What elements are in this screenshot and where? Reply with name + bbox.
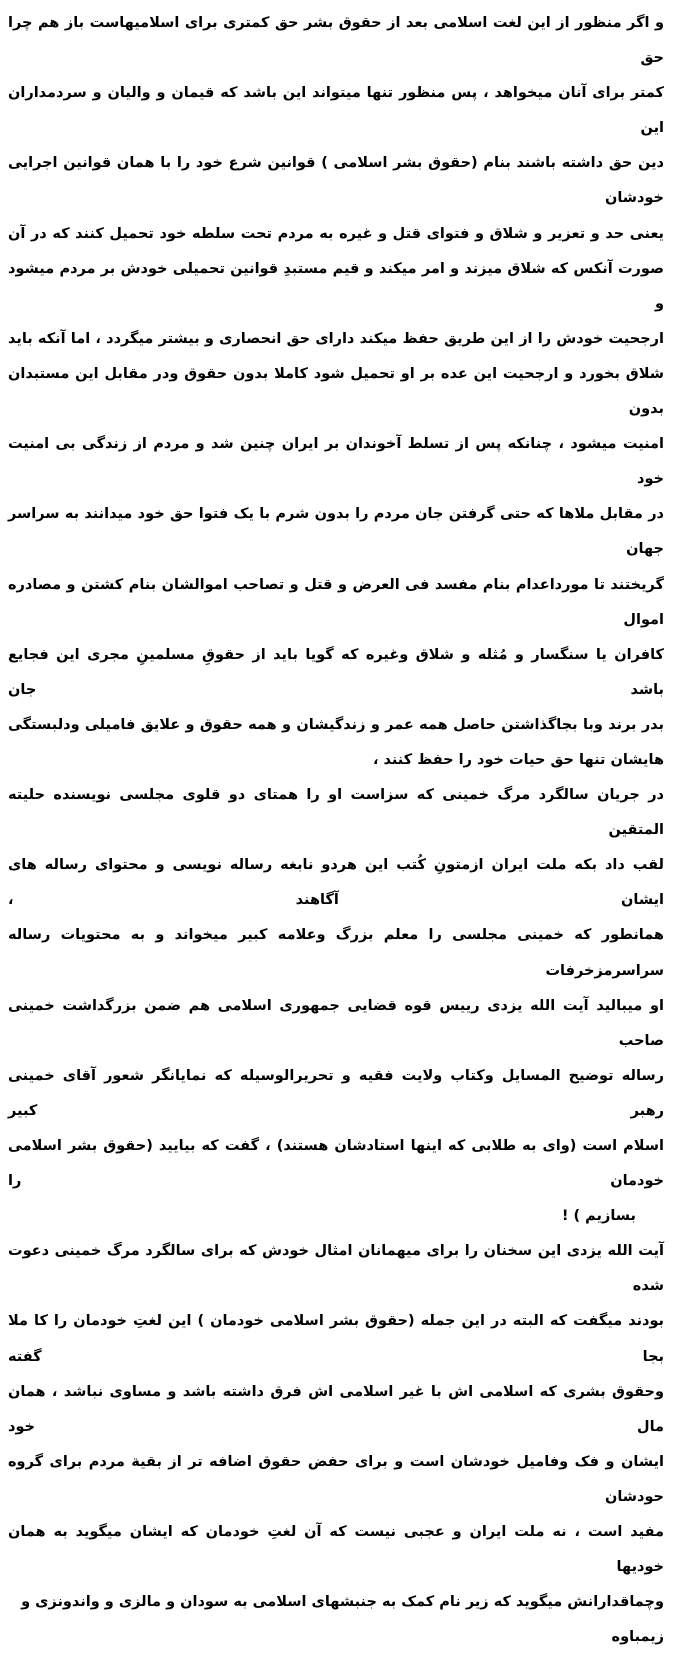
text-line: امنیت میشود ، چنانکه پس از تسلط آخوندان بر ایران چنین شد و مردم از زندگی بی امنیت خود [8,436,664,488]
text-line: لقب داد بکه ملت ایران ازمتونِ کُتب این هردو نابغه رساله نویسی و محتوای رساله های ایشان آگاهند ، [8,857,664,909]
text-line: ایشان و فک وفامیل خودشان است و برای حفض حقوق اضافه تر از بقیة مردم برای گروه حودشان [8,1453,664,1505]
text-line: ارجحیت خودش را از این طریق حفظ میکند دارای حق انحصاری و بیشتر میگردد ، اما آنکه باید [8,330,664,347]
text-line: بسازیم ) ! [561,1208,636,1225]
text-line: وحقوق بشری که اسلامی اش با غیر اسلامی اش فرق داشته باشد و مساوی نباشد ، همان مال خود [8,1383,664,1435]
text-line: رساله توضیح المسایل وکتاب ولایت فقیه و تحریرالوسیله که نمایانگر شعور آقای خمینی رهبر کبیر [8,1067,664,1119]
text-line: در جریان سالگرد مرگ خمینی که سزاست او را همتای دو قلوی مجلسی نویسنده حلیته المتقین [8,787,664,839]
text-line: همانطور که خمینی مجلسی را معلم بزرگ وعلامه کبیر میخواند و به محتویات رساله سراسرمزخرفات [8,927,664,979]
text-line: هایشان تنها حق حیات خود را حفظ کنند ، [372,751,664,768]
text-line: یعنی حد و تعزیر و شلاق و فتوای قتل و غیره به مردم تحت سلطه خود تحمیل کنند که در آن [8,225,664,242]
text-line: کافران یا سنگسار و مُثله و شلاق وغیره که گویا باید از حقوقِ مسلمینِ مجری این فجایع باشد جان [8,646,664,698]
text-line: گریختند تا مورداعدام بنام مفسد فی العرض و قتل و تصاحب اموالشان بنام کشتن و مصادره اموال [8,576,664,628]
text-line: بودند میگفت که البته در این جمله (حقوق بشر اسلامی خودمان ) این لغتِ خودمان را کا ملا بجا گفته [8,1313,664,1365]
text-line: آیت الله یزدی این سخنان را برای میهمانان امثال خودش که برای سالگرد مرگ خمینی دعوت شده [8,1243,664,1295]
text-line: اسلام است (وای به طلابی که اینها استادشان هستند) ، گفت که بیایید (حقوق بشر اسلامی خودمان را [8,1138,664,1190]
text-line: وچماقدارانش میگوید که زیر نام کمک به جنبشهای اسلامی به سودان و مالزی و واندونزی و زیمباوه [21,1594,664,1646]
text-line: و اگر منظور از این لغت اسلامی بعد از حقوق بشر حق کمتری برای اسلامیهاست باز هم چرا حق [8,15,664,67]
text-line: او میبالید آیت الله یزدی رییس قوه قضایی جمهوری اسلامی هم ضمن بزرگداشت خمینی صاحب [8,997,664,1049]
paragraph [8,6,664,778]
paragraph [8,1234,664,1655]
text-line: دین حق داشته باشند بنام (حقوق بشر اسلامی ) قوانین شرع خود را با همان قوانین اجرایی خودشان [8,155,664,207]
paragraph [8,778,664,1234]
document-text [8,6,664,1655]
text-line: کمتر برای آنان میخواهد ، پس منظور تنها میتواند این باشد که قیمان و والیان و سردمداران این [8,85,664,137]
text-line: بدر برند وبا بجاگذاشتن حاصل همه عمر و زندگیشان و همه حقوق و علایق فامیلی ودلبستگی [8,716,664,733]
text-line: در مقابل ملاها که حتی گرفتن جان مردم را بدون شرم با یک فتوا حق خود میدانند به سراسر جهان [8,506,664,558]
text-line: شلاق بخورد و ارجحیت این عده بر او تحمیل شود کاملا بدون حقوق ودر مقابل این مستبدان بدون [8,365,664,418]
text-line: صورت آنکس که شلاق میزند و امر میکند و قیم مستبدِ قوانین تحمیلی خودش بر مردم میشود و [8,260,664,312]
text-line: مفید است ، نه ملت ایران و عجبی نیست که آن لغتِ خودمان که ایشان میگوید به همان خودیها [8,1524,664,1576]
